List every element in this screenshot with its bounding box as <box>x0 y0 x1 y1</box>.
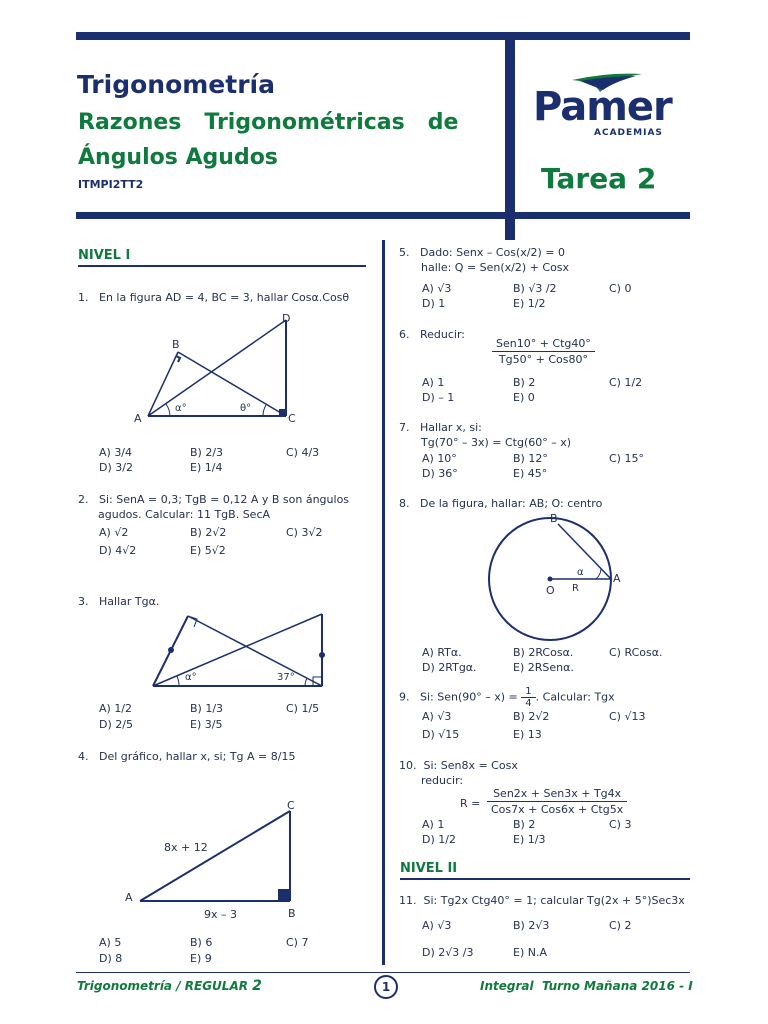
label-a: A <box>134 412 142 425</box>
q3-option-a: A) 1/2 <box>99 702 133 715</box>
question-text: Reducir: <box>420 328 466 341</box>
q6-option-c: C) 1/2 <box>609 376 643 389</box>
q9-option-b: B) 2√2 <box>513 710 550 723</box>
label-alpha: α° <box>185 672 197 683</box>
question-line-1: Si: Sen8x = Cosx <box>423 759 518 772</box>
label-a: A <box>613 572 621 585</box>
label-c: C <box>288 412 296 425</box>
q10-option-e: E) 1/3 <box>513 833 546 846</box>
q8-figure <box>480 512 630 642</box>
q8-option-d: D) 2RTgα. <box>422 661 477 674</box>
label-hypotenuse: 8x + 12 <box>164 841 208 854</box>
q11-option-e: E) N.A <box>513 946 547 959</box>
question-number: 6. <box>399 328 410 341</box>
q1-figure <box>120 308 310 428</box>
page-number-value: 1 <box>381 980 391 994</box>
question-5 <box>399 245 569 275</box>
q1-option-b: B) 2/3 <box>190 446 224 459</box>
q11-option-c: C) 2 <box>609 919 632 932</box>
q7-option-b: B) 12° <box>513 452 548 465</box>
footer-course-label: Trigonometría / REGULAR <box>77 979 248 993</box>
q6-fraction <box>492 336 595 367</box>
q11-option-a: A) √3 <box>422 919 452 932</box>
q7-option-e: E) 45° <box>513 467 548 480</box>
q4-option-e: E) 9 <box>190 952 212 965</box>
section-rule <box>78 265 366 267</box>
topic-line-1: Razones Trigonométricas de <box>78 110 459 135</box>
q3-option-d: D) 2/5 <box>99 718 133 731</box>
q10-option-c: C) 3 <box>609 818 632 831</box>
q6-option-b: B) 2 <box>513 376 536 389</box>
q4-figure <box>118 795 308 925</box>
q1-option-e: E) 1/4 <box>190 461 223 474</box>
label-theta: θ° <box>240 403 252 414</box>
q4-option-b: B) 6 <box>190 936 213 949</box>
q6-option-e: E) 0 <box>513 391 535 404</box>
q5-option-e: E) 1/2 <box>513 297 546 310</box>
q1-option-d: D) 3/2 <box>99 461 133 474</box>
question-line-1: Dado: Senx – Cos(x/2) = 0 <box>420 246 565 259</box>
fraction-denominator: 4 <box>525 698 532 709</box>
question-text: Si: Tg2x Ctg40° = 1; calcular Tg(2x + 5°)Sec3x <box>423 894 685 907</box>
question-3 <box>78 594 159 609</box>
q2-option-d: D) 4√2 <box>99 544 137 557</box>
header-bottom-rule <box>76 212 690 219</box>
q6-option-d: D) – 1 <box>422 391 455 404</box>
question-11 <box>399 893 685 908</box>
q9-option-a: A) √3 <box>422 710 452 723</box>
q10-option-a: A) 1 <box>422 818 445 831</box>
q10-option-d: D) 1/2 <box>422 833 456 846</box>
header-divider <box>505 40 515 240</box>
document-code: ITMPI2TT2 <box>78 178 144 191</box>
q11-option-b: B) 2√3 <box>513 919 550 932</box>
page-number <box>374 975 398 999</box>
question-line-2: reducir: <box>421 774 464 787</box>
question-2 <box>78 492 368 522</box>
q4-option-a: A) 5 <box>99 936 122 949</box>
column-divider <box>382 240 385 965</box>
brand-name: Pamer <box>533 84 672 130</box>
section-nivel-2: NIVEL II <box>400 861 458 876</box>
q3-option-e: E) 3/5 <box>190 718 223 731</box>
q6-option-a: A) 1 <box>422 376 445 389</box>
footer-term: Integral Turno Mañana 2016 - I <box>480 979 693 993</box>
fraction-denominator: Tg50° + Cos80° <box>498 353 588 366</box>
question-number: 2. <box>78 493 89 506</box>
q1-option-c: C) 4/3 <box>286 446 320 459</box>
q3-option-b: B) 1/3 <box>190 702 224 715</box>
question-number: 8. <box>399 497 410 510</box>
question-number: 9. <box>399 690 410 704</box>
topic-line-2: Ángulos Agudos <box>78 145 278 170</box>
q9-fraction <box>521 686 535 709</box>
question-line-1: Hallar x, si: <box>420 421 482 434</box>
footer-course <box>77 978 262 994</box>
question-1 <box>78 290 349 305</box>
label-base: 9x – 3 <box>204 908 237 921</box>
question-number: 5. <box>399 246 410 259</box>
label-a: A <box>125 891 133 904</box>
question-line-2: halle: Q = Sen(x/2) + Cosx <box>421 261 570 274</box>
fraction-numerator: Sen10° + Ctg40° <box>492 336 595 352</box>
fraction-numerator: Sen2x + Sen3x + Tg4x <box>487 786 627 802</box>
q4-option-d: D) 8 <box>99 952 123 965</box>
q8-option-a: A) RTα. <box>422 646 462 659</box>
q8-option-c: C) RCosα. <box>609 646 663 659</box>
label-c: C <box>287 799 295 812</box>
q7-option-c: C) 15° <box>609 452 644 465</box>
question-text: En la figura AD = 4, BC = 3, hallar Cosα.Cosθ <box>99 291 350 304</box>
q5-option-d: D) 1 <box>422 297 446 310</box>
q2-option-b: B) 2√2 <box>190 526 227 539</box>
label-alpha: α° <box>175 403 187 414</box>
question-6 <box>399 327 465 342</box>
q9-option-e: E) 13 <box>513 728 542 741</box>
label-b: B <box>288 907 296 920</box>
question-text: Del gráfico, hallar x, si; Tg A = 8/15 <box>99 750 296 763</box>
label-r: R <box>572 583 579 594</box>
question-10 <box>399 758 518 788</box>
task-title: Tarea 2 <box>541 162 657 195</box>
q9-option-d: D) √15 <box>422 728 460 741</box>
q1-option-a: A) 3/4 <box>99 446 133 459</box>
q2-option-a: A) √2 <box>99 526 129 539</box>
label-b: B <box>550 512 558 525</box>
question-7 <box>399 420 571 450</box>
q8-option-b: B) 2RCosα. <box>513 646 574 659</box>
label-37: 37° <box>277 672 295 683</box>
q10-r-label: R = <box>460 797 481 810</box>
question-line-1: Si: SenA = 0,3; TgB = 0,12 A y B son ángulos <box>99 493 350 506</box>
question-number: 10. <box>399 759 417 772</box>
section-rule <box>400 878 690 880</box>
q7-option-d: D) 36° <box>422 467 458 480</box>
footer-rule <box>76 972 690 973</box>
question-8 <box>399 496 602 511</box>
question-text: Hallar Tgα. <box>99 595 160 608</box>
label-b: B <box>172 338 180 351</box>
question-text-post: . Calcular: Tgx <box>535 690 615 704</box>
q2-option-e: E) 5√2 <box>190 544 226 557</box>
brand-subtitle: ACADEMIAS <box>594 128 663 138</box>
q9-option-c: C) √13 <box>609 710 646 723</box>
question-number: 4. <box>78 750 89 763</box>
q8-option-e: E) 2RSenα. <box>513 661 574 674</box>
question-4 <box>78 749 295 764</box>
header-top-rule <box>76 32 690 40</box>
question-line-2: Tg(70° – 3x) = Ctg(60° – x) <box>421 436 572 449</box>
q10-fraction <box>487 786 627 817</box>
q7-option-a: A) 10° <box>422 452 457 465</box>
q5-option-a: A) √3 <box>422 282 452 295</box>
section-nivel-1: NIVEL I <box>78 248 131 263</box>
question-text: De la figura, hallar: AB; O: centro <box>420 497 603 510</box>
q2-option-c: C) 3√2 <box>286 526 323 539</box>
label-d: D <box>282 312 291 325</box>
q4-option-c: C) 7 <box>286 936 309 949</box>
q11-option-d: D) 2√3 /3 <box>422 946 474 959</box>
label-alpha: α <box>577 567 584 578</box>
q10-option-b: B) 2 <box>513 818 536 831</box>
question-9 <box>399 686 615 709</box>
label-o: O <box>546 584 555 597</box>
q5-option-c: C) 0 <box>609 282 632 295</box>
question-number: 7. <box>399 421 410 434</box>
question-text-pre: Si: Sen(90° – x) = <box>420 690 518 704</box>
fraction-denominator: Cos7x + Cos6x + Ctg5x <box>491 803 624 816</box>
question-number: 1. <box>78 291 89 304</box>
q5-option-b: B) √3 /2 <box>513 282 557 295</box>
question-number: 3. <box>78 595 89 608</box>
question-line-2: agudos. Calcular: 11 TgB. SecA <box>98 508 271 521</box>
q3-figure <box>145 608 335 693</box>
footer-course-number: 2 <box>252 978 262 994</box>
subject-title: Trigonometría <box>77 70 275 99</box>
fraction-numerator: 1 <box>521 686 535 698</box>
q3-option-c: C) 1/5 <box>286 702 320 715</box>
question-number: 11. <box>399 894 417 907</box>
